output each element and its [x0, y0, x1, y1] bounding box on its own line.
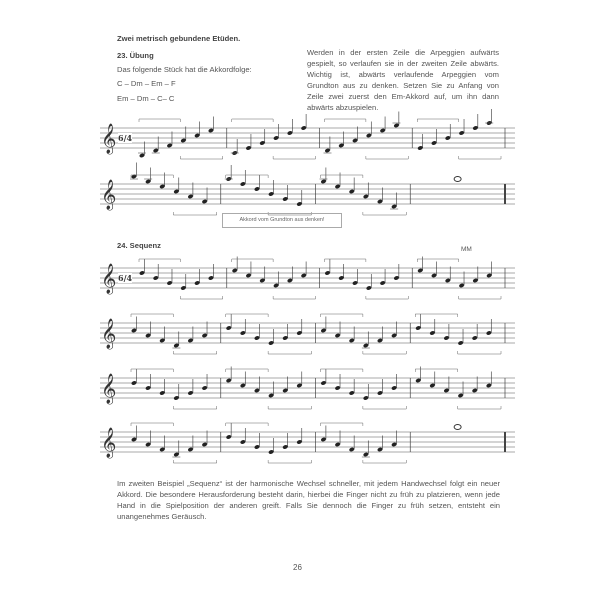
callout-box: Akkord vom Grundton aus denken! [222, 213, 342, 228]
hand-bracket [173, 212, 216, 215]
page-number: 26 [293, 563, 302, 572]
treble-clef-icon: 𝄞 [101, 374, 117, 404]
treble-clef-icon: 𝄞 [101, 264, 117, 294]
hand-bracket [363, 460, 406, 463]
hand-bracket [139, 259, 180, 262]
hand-bracket [321, 314, 363, 317]
treble-clef-icon: 𝄞 [101, 428, 117, 458]
hand-bracket [268, 406, 311, 409]
hand-bracket [268, 351, 311, 354]
exercise-23-title: 23. Übung [117, 51, 154, 60]
hand-bracket [180, 156, 222, 159]
hand-bracket [268, 460, 311, 463]
treble-clef-icon: 𝄞 [101, 180, 117, 210]
hand-bracket [459, 296, 501, 299]
hand-bracket [139, 119, 180, 122]
treble-clef-icon: 𝄞 [101, 319, 117, 349]
chord-progression-1: C – Dm – Em – F [117, 79, 176, 88]
hand-bracket [173, 406, 216, 409]
hand-bracket [325, 259, 366, 262]
whole-note [454, 425, 461, 430]
hand-bracket [458, 351, 501, 354]
chord-progression-2: Em – Dm – C– C [117, 94, 175, 103]
hand-bracket [321, 175, 363, 178]
hand-bracket [131, 423, 173, 426]
hand-bracket [131, 369, 173, 372]
hand-bracket [226, 175, 268, 178]
hand-bracket [173, 460, 216, 463]
treble-clef-icon: 𝄞 [101, 124, 117, 154]
hand-bracket [415, 314, 457, 317]
hand-bracket [417, 259, 458, 262]
hand-bracket [363, 212, 406, 215]
hand-bracket [415, 369, 457, 372]
hand-bracket [273, 296, 315, 299]
metronome-marking: MM [461, 246, 472, 253]
time-signature-exercise-24: 6/4 [118, 273, 133, 283]
hand-bracket [321, 423, 363, 426]
time-signature-exercise-23: 6/4 [118, 133, 133, 143]
hand-bracket [325, 119, 366, 122]
hand-bracket [173, 351, 216, 354]
hand-bracket [131, 175, 173, 178]
hand-bracket [366, 296, 408, 299]
hand-bracket [458, 406, 501, 409]
section-heading: Zwei metrisch gebundene Etüden. [117, 34, 241, 43]
exercise-24-description: Im zweiten Beispiel „Sequenz“ ist der harmonische Wechsel schneller, mit jedem Handwechsel folgt ein neuer Akkord. Die besondere Herausforderung besteht darin, hierbei die Finger nicht zu früh zu platzieren, wenn jede Hand in die Spielposition der anderen greift. Falls Sie dennoch die Finger zu früh setzen, entsteht ein unangenehmes Geräusch. [117, 479, 500, 521]
hand-bracket [273, 156, 315, 159]
hand-bracket [226, 369, 268, 372]
hand-bracket [226, 423, 268, 426]
hand-bracket [417, 119, 458, 122]
hand-bracket [363, 351, 406, 354]
hand-bracket [321, 369, 363, 372]
hand-bracket [459, 156, 501, 159]
hand-bracket [232, 259, 273, 262]
hand-bracket [180, 296, 222, 299]
exercise-23-intro: Das folgende Stück hat die Akkordfolge: [117, 65, 252, 74]
whole-note [454, 177, 461, 182]
exercise-24-title: 24. Sequenz [117, 241, 161, 250]
hand-bracket [363, 406, 406, 409]
hand-bracket [366, 156, 408, 159]
hand-bracket [232, 119, 273, 122]
hand-bracket [131, 314, 173, 317]
exercise-23-description: Werden in der ersten Zeile die Arpeggien aufwärts gespielt, so verlaufen sie in der zweiten Zeile abwärts. Wichtig ist, abwärts verlaufende Arpeggien vom Grundton aus zu denken. Setzen Sie zu Anfang von Zeile zwei zuerst den Em-Akkord auf, um ihn dann abwärts abzuspielen. [307, 48, 499, 112]
hand-bracket [226, 314, 268, 317]
